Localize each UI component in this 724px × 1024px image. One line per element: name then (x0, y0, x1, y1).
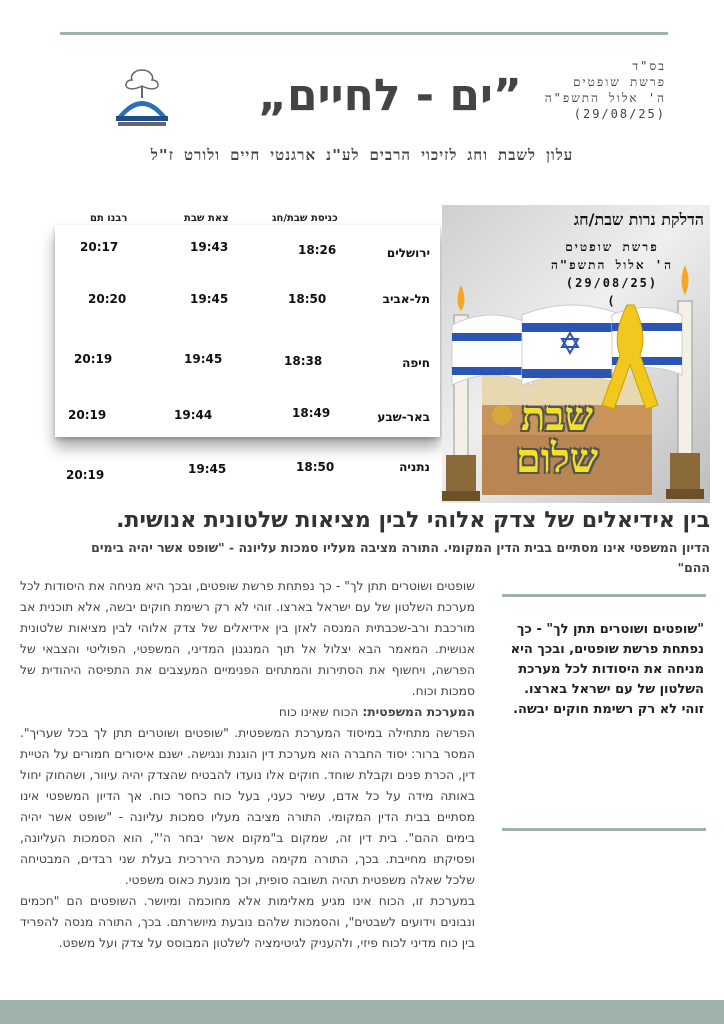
paragraph: הפרשה מתחילה במיסוד המערכת המשפטית. "שופטים ושוטרים תתן לך בכל שעריך". המסר ברור: יסוד החברה הוא מערכת דין הוגנת ונגישה. ישנם איסורים חמורים על הטיית דין, הכרת פנים וקבלת שוחד. חוקים אלו נועדו להבטיח שהצדק יהיה עיוור, ושהחוק יחול באותה מידה על כל אדם, עשיר כעני, בעל כוח כחסר כוח. אך הדיון המשפטי אינו מסתיים בבית הדין המקומי. התורה מציבה מעליו סמכות עליונה - "שופט אשר יהיה בימים ההם". בית דין זה, שמקום ב"מקום אשר יבחר ה'", הוא הסמכות העליונה, ופסיקתו מחייבת. בכך, התורה מקימה מערכת היררכית בעלת שני רבדים, המבטיחה שלכל שאלה משפטית תהיה תשובה סופית, וכך מונעת כאוס משפטי. (20, 726, 475, 887)
top-divider (60, 32, 668, 35)
time-rt: 20:19 (68, 408, 107, 422)
time-out: 19:43 (190, 240, 229, 254)
section-heading-rest: הכוח שאינו כוח (278, 705, 363, 719)
meta-line: פרשת שופטים (573, 75, 666, 89)
section-heading: המערכת המשפטית: (362, 705, 475, 719)
candle-times-card (55, 225, 440, 437)
section-heading-line (20, 702, 475, 723)
time-out: 19:45 (188, 462, 227, 476)
table-row-city: תל-אביב (382, 292, 430, 306)
header-rabbeinu-tam: רבנו תם (90, 213, 128, 224)
meta-line: ה' אלול התשפ"ה (544, 91, 666, 105)
time-in: 18:50 (288, 292, 327, 306)
candle-lighting-title: הדלקת נרות שבת/חג (573, 210, 704, 229)
time-in: 18:26 (298, 243, 337, 257)
time-in: 18:49 (292, 406, 331, 420)
article-headline: בין אידיאלים של צדק אלוהי לבין מציאות שלטונית אנושית. (116, 508, 710, 533)
time-rt: 20:20 (88, 292, 127, 306)
meta-line: (29/08/25) (573, 107, 666, 121)
article-lead: הדיון המשפטי אינו מסתיים בבית הדין המקומי. התורה מציבה מעליו סמכות עליונה - "שופט אשר יהיה בימים ההם" (91, 540, 710, 575)
dedication-subtitle: עלון לשבת וחג לזיכוי הרבים לע"נ ארגנטי חיים ולורט ז"ל (150, 146, 574, 164)
candle-info-line: (29/08/25) (565, 276, 659, 290)
sidebar-divider (502, 828, 706, 831)
pull-quote: "שופטים ושוטרים תתן לך" - כך נפתחת פרשת שופטים, ובכך היא מניחה את היסודות לכל מערכת השלטון של עם ישראל בארצו. זוהי לא רק רשימת חוקים יבשה. (510, 622, 704, 717)
time-rt: 20:19 (74, 352, 113, 366)
candle-info-line: פרשת שופטים (565, 240, 659, 254)
flag-icon (452, 315, 532, 385)
shabbat-word: שבת (521, 393, 593, 440)
candle-info-line: ה' אלול התשפ"ה (551, 258, 673, 272)
table-row-city: נתניה (399, 460, 430, 474)
time-out: 19:45 (190, 292, 229, 306)
sidebar-divider (502, 594, 706, 597)
paragraph: שופטים ושוטרים תתן לך" - כך נפתחת פרשת שופטים, ובכך היא מניחה את היסודות לכל מערכת השלטון של עם ישראל בארצו. זוהי לא רק רשימת חוקים יבשה, אלא תוכנית אב מורכבת ורב-שכבתית המנסה לאזן בין אידיאלים של צדק אלוהי לבין מציאות שלטונית אנושית. המאמר הבא יצלול אל תוך המנגנון המדיני, המשפטי, הפוליטי והצבאי של הפרשה, ויחשוף את הסתירות והמתחים הפנימיים המעצבים את התפיסה היהודית של סמכות וכוח. (20, 579, 475, 698)
header-shabbat-ends: צאת שבת (184, 213, 229, 224)
time-rt: 20:19 (66, 468, 105, 482)
flag-icon (522, 305, 622, 385)
time-out: 19:45 (184, 352, 223, 366)
meta-line: בס"ד (632, 59, 666, 73)
paragraph: במערכת זו, הכוח אינו מגיע מאלימות אלא מחוכמה ומיושר. השופטים הם "חכמים ונבונים וידועים לשבטים", והסמכות שלהם נובעת מיושרתם. בכך, התורה מנסה להפריד בין כוח מדיני לכוח פיזי, ולהעניק לגיטימציה לשלטון המבוסס על צדק ועל משפט. (20, 894, 475, 950)
time-out: 19:44 (174, 408, 213, 422)
candle-info-line: ) (607, 294, 617, 308)
shabbat-shalom-text (512, 393, 602, 482)
table-row-city: ירושלים (386, 246, 430, 260)
newsletter-title: ”ים - לחיים„ (258, 70, 522, 121)
time-in: 18:50 (296, 460, 335, 474)
candle-lighting-info (522, 238, 702, 310)
shalom-word: שלום (515, 435, 599, 482)
article-body (20, 576, 475, 954)
table-row-city: באר-שבע (377, 410, 430, 424)
footer-bar (0, 1000, 724, 1024)
logo-icon (110, 66, 174, 132)
table-row-city: חיפה (402, 356, 430, 370)
header-candle-lighting: כניסת שבת/חג (272, 213, 338, 224)
time-rt: 20:17 (80, 240, 119, 254)
time-in: 18:38 (284, 354, 323, 368)
